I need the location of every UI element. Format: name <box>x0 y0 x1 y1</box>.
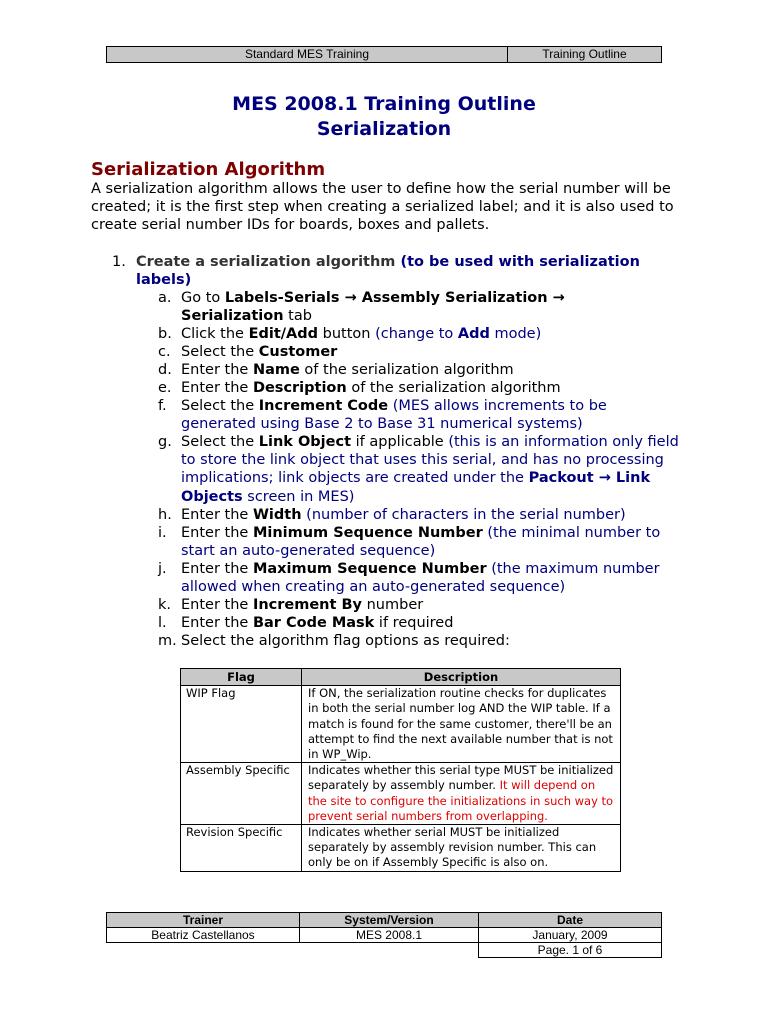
substep-letter: d. <box>158 362 172 378</box>
substep-text: Select the algorithm flag options as required: <box>181 633 510 649</box>
footer-date: January, 2009 <box>479 928 662 943</box>
substep-letter: j. <box>158 561 167 577</box>
substep-letter: e. <box>158 380 172 396</box>
intro-paragraph: A serialization algorithm allows the user to define how the serial number will be created; it is the first step when creating a serialized label; and it is also used to create serial number IDs for boards, boxes and pallets. <box>91 181 674 234</box>
substep-letter: m. <box>158 633 177 649</box>
substep-text: Go to Labels-Serials → Assembly Serialization → Serialization tab <box>181 290 565 325</box>
page-footer <box>106 912 662 958</box>
arrow-icon: → <box>339 290 362 306</box>
step-number: 1. <box>112 254 126 270</box>
column-header-description: Description <box>302 669 621 686</box>
step-text: Create a serialization algorithm <box>136 254 396 270</box>
footer-header-row <box>107 913 662 928</box>
table-header-row <box>181 669 621 686</box>
arrow-icon: → <box>547 290 565 306</box>
footer-empty <box>107 943 300 958</box>
footer-system: MES 2008.1 <box>300 928 479 943</box>
step-note: (to be used with serialization labels) <box>136 254 640 289</box>
arrow-icon: → <box>593 470 616 487</box>
description-note: It will depend on the site to configure the initializations in such way to prevent serial numbers from overlapping. <box>308 778 614 823</box>
footer-header-date: Date <box>479 913 662 928</box>
flags-table <box>180 668 621 872</box>
description-cell: If ON, the serialization routine checks for duplicates in both the serial number log AND the WIP table. If a match is found for the same customer, there'll be an attempt to find the next available number that is not in WP_Wip. <box>302 686 621 763</box>
section-heading: Serialization Algorithm <box>91 159 326 180</box>
table-row <box>181 686 621 763</box>
page-title: MES 2008.1 Training Outline <box>232 93 536 115</box>
page-subtitle: Serialization <box>316 118 452 140</box>
substep-text: Select the Increment Code (MES allows increments to be generated using Base 2 to Base 31 numerical systems) <box>181 398 607 433</box>
table-row <box>181 763 621 825</box>
footer-row <box>107 928 662 943</box>
description-cell: Indicates whether serial MUST be initialized separately by assembly revision number. This can only be on if Assembly Specific is also on. <box>302 825 621 872</box>
substep-text: Enter the Name of the serialization algorithm <box>181 362 514 378</box>
substep-text: Enter the Minimum Sequence Number (the minimal number to start an auto-generated sequence) <box>181 525 661 560</box>
substep-letter: a. <box>158 290 172 306</box>
substep-text: Enter the Increment By number <box>181 597 424 613</box>
flag-cell: Assembly Specific <box>181 763 302 825</box>
substep-letter: b. <box>158 326 172 342</box>
substep-text: Enter the Description of the serialization algorithm <box>181 380 561 396</box>
substep-text: Click the Edit/Add button (change to Add mode) <box>181 326 542 342</box>
page-number: Page. 1 of 6 <box>479 943 662 958</box>
step-heading <box>136 253 681 289</box>
substep-text: Enter the Bar Code Mask if required <box>181 615 454 631</box>
description-cell: Indicates whether this serial type MUST be initialized separately by assembly number. It will depend on the site to configure the initializations in such way to prevent serial numbers from overlapping. <box>302 763 621 825</box>
header-doc-type: Training Outline <box>508 47 662 63</box>
substep-letter: c. <box>158 344 171 360</box>
substep-letter: g. <box>158 434 172 450</box>
page-header <box>106 46 662 63</box>
footer-row <box>107 943 662 958</box>
substep-letter: l. <box>158 615 167 631</box>
header-course: Standard MES Training <box>107 47 508 63</box>
substep-letter: f. <box>158 398 167 414</box>
substep-letter: k. <box>158 597 172 613</box>
substep-text: Select the Customer <box>181 344 338 360</box>
footer-empty <box>300 943 479 958</box>
footer-header-system: System/Version <box>300 913 479 928</box>
substep-letter: i. <box>158 525 167 541</box>
substep-text: Select the Link Object if applicable (this is an information only field to store the link object that uses this serial, and has no processing implications; link objects are created under the Packout → Link Objects screen in MES) <box>181 434 679 505</box>
flag-cell: WIP Flag <box>181 686 302 763</box>
substep-text: Enter the Maximum Sequence Number (the maximum number allowed when creating an auto-generated sequence) <box>181 561 660 596</box>
column-header-flag: Flag <box>181 669 302 686</box>
flag-cell: Revision Specific <box>181 825 302 872</box>
footer-header-trainer: Trainer <box>107 913 300 928</box>
substep-text: Enter the Width (number of characters in the serial number) <box>181 507 626 523</box>
table-row <box>181 825 621 872</box>
footer-trainer: Beatriz Castellanos <box>107 928 300 943</box>
substep-letter: h. <box>158 507 172 523</box>
